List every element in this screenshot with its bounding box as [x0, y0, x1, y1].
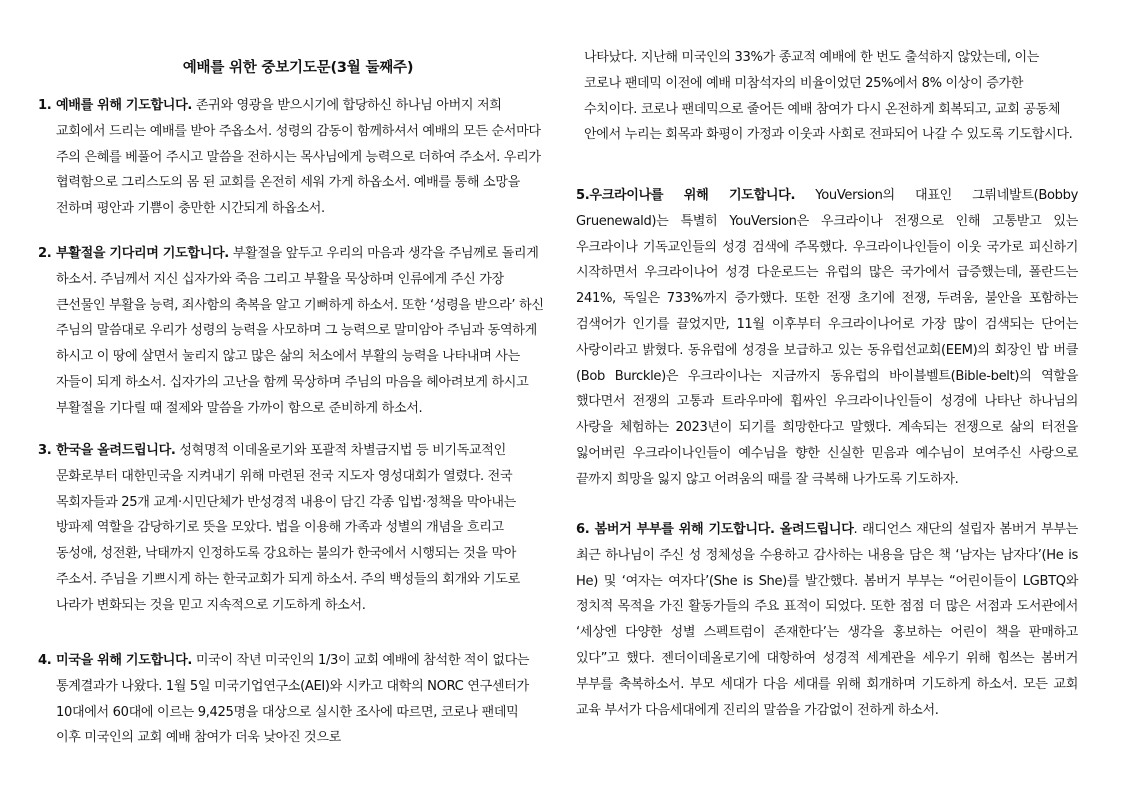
item-number: 6. [576, 522, 590, 537]
item-body: 부활절을 앞두고 우리의 마음과 생각을 주님께로 돌리게 하소서. 주님께서 지신 십자가와 죽음 그리고 부활을 묵상하며 인류에게 주신 가장 큰선물인 부활을 능력, 죄사함의 축복을 알고 기뻐하게 하소서. 또한 ‘성령을 받으라’ 하신 주님의 말씀대로 우리가 성령의 능력을 사모하며 그 능력으로 말미암아 주님과 동역하게 하시고 이 땅에 살면서 눌리지 않고 많은 삶의 처소에서 부활의 능력을 나타내며 사는 자들이 되게 하소서. 십자가의 고난을 함께 묵상하며 주님의 마음을 헤아려보게 하시고 부활절을 기다릴 때 절제와 말씀을 가까이 함으로 준비하게 하소서. [56, 246, 544, 416]
prayer-item-4 [38, 648, 546, 751]
item-body: 존귀와 영광을 받으시기에 합당하신 하나님 아버지 저희 교회에서 드리는 예배를 받아 주옵소서. 성령의 감동이 함께하셔서 예배의 모든 순서마다 주의 은혜를 베풀어 주시고 말씀을 전하시는 목사님에게 능력으로 더하여 주소서. 우리가 협력함으로 그리스도의 몸 된 교회를 온전히 세워 가게 하옵소서. 예배를 통해 소망을 전하며 평안과 기쁨이 충만한 시간되게 하옵소서. [56, 98, 541, 217]
item-body-continuation: 나타났다. 지난해 미국인의 33%가 종교적 예배에 한 번도 출석하지 않았는데, 이는 코로나 팬데믹 이전에 예배 미참석자의 비율이었던 25%에서 8% 이상이 증가한 수치이다. 코로나 팬데믹으로 줄어든 예배 참여가 다시 온전하게 회복되고, 교회 공동체 안에서 누리는 회목과 화평이 가정과 이웃과 사회로 전파되어 나갈 수 있도록 기도합시다. [584, 50, 1073, 143]
item-heading: 부활절을 기다리며 기도합니다. [56, 246, 229, 261]
item-body: . 래디언스 재단의 설립자 봄버거 부부는 최근 하나님이 주신 성 정체성을 수용하고 감사하는 내용을 담은 책 ‘남자는 남자다’(He is He) 및 ‘여자는 여자다’(She is She)를 발간했다. 봄버거 부부는 “어린이들이 LGBTQ와 정치적 목적을 가진 활동가들의 주요 표적이 되었다. 또한 점점 더 많은 서점과 도서관에서 ‘세상엔 다양한 성별 스펙트럼이 존재한다’는 생각을 홍보하는 어린이 책을 판매하고 있다”고 했다. 젠더이데올로기에 대항하여 성경적 세계관을 세우기 위해 힘쓰는 봄버거 부부를 축복하소서. 부모 세대가 다음 세대를 위해 회개하며 기도하게 하소서. 모든 교회 교육 부서가 다음세대에게 진리의 말씀을 가감없이 전하게 하소서. [576, 522, 1078, 718]
item-body: 성혁명적 이데올로기와 포괄적 차별금지법 등 비기독교적인 문화로부터 대한민국을 지켜내기 위해 마련된 전국 지도자 영성대회가 열렸다. 전국 목회자들과 25개 교계·시민단체가 반성경적 내용이 담긴 각종 입법·정책을 막아내는 방파제 역할을 감당하기로 뜻을 모았다. 법을 이용해 가족과 성별의 개념을 흐리고 동성애, 성전환, 낙태까지 인정하도록 강요하는 불의가 한국에서 시행되는 것을 막아 주소서. 주님을 기쁘시게 하는 한국교회가 되게 하소서. 주의 백성들의 회개와 기도로 나라가 변화되는 것을 믿고 지속적으로 기도하게 하소서. [56, 443, 520, 613]
item-heading: 한국을 올려드립니다. [56, 443, 176, 458]
prayer-item-4-continuation [576, 45, 1078, 148]
item-number: 3. [38, 443, 52, 458]
item-number: 1. [38, 98, 52, 113]
prayer-item-5 [576, 183, 1078, 493]
prayer-item-6 [576, 517, 1078, 723]
item-heading: 미국을 위해 기도합니다. [56, 653, 193, 668]
item-number: 4. [38, 653, 52, 668]
item-heading: 우크라이나를 위해 기도합니다. [589, 188, 796, 203]
prayer-item-3 [38, 438, 546, 619]
item-number: 5. [576, 188, 590, 203]
item-heading: 예배를 위해 기도합니다. [56, 98, 193, 113]
document-title: 예배를 위한 중보기도문(3월 둘째주) [182, 60, 414, 76]
prayer-item-1 [38, 93, 546, 222]
item-number: 2. [38, 246, 52, 261]
item-body: YouVersion의 대표인 그뤼네발트(Bobby Gruenewald)는 특별히 YouVersion은 우크라이나 전쟁으로 인해 고통받고 있는 우크라이나 기독교인들의 성경 검색에 주목했다. 우크라이나인들이 이웃 국가로 피신하기 시작하면서 우크라이나어 성경 다운로드는 유럽의 많은 국가에서 급증했는데, 폴란드는 241%, 독일은 733%까지 증가했다. 또한 전쟁 초기에 전쟁, 두려움, 불안을 포함하는 검색어가 인기를 끌었지만, 11월 이후부터 우크라이나어로 가장 많이 검색되는 단어는 사랑이라고 밝혔다. 동유럽에 성경을 보급하고 있는 동유럽선교회(EEM)의 회장인 밥 버클(Bob Burckle)은 우크라이나는 지금까지 동유럽의 바이블벨트(Bible-belt)의 역할을 했다면서 전쟁의 고통과 트라우마에 휩싸인 우크라이나인들이 성경에 나타난 하나님의 사랑을 체험하는 2023년이 되기를 희망한다고 말했다. 계속되는 전쟁으로 삶의 터전을 잃어버린 우크라이나인들이 예수님을 향한 신실한 믿음과 예수님이 보여주신 사랑으로 끝까지 희망을 잃지 않고 어려움의 때를 잘 극복해 나가도록 기도하자. [576, 188, 1078, 487]
item-body: 미국이 작년 미국인의 1/3이 교회 예배에 참석한 적이 없다는 통계결과가 나왔다. 1월 5일 미국기업연구소(AEI)와 시카고 대학의 NORC 연구센터가 10대에서 60대에 이르는 9,425명을 대상으로 실시한 조사에 따르면, 코로나 팬데믹 이후 미국인의 교회 예배 참여가 더욱 낮아진 것으로 [56, 653, 530, 746]
item-heading: 봄버거 부부를 위해 기도합니다. 올려드립니다 [594, 522, 854, 537]
prayer-item-2 [38, 241, 546, 422]
